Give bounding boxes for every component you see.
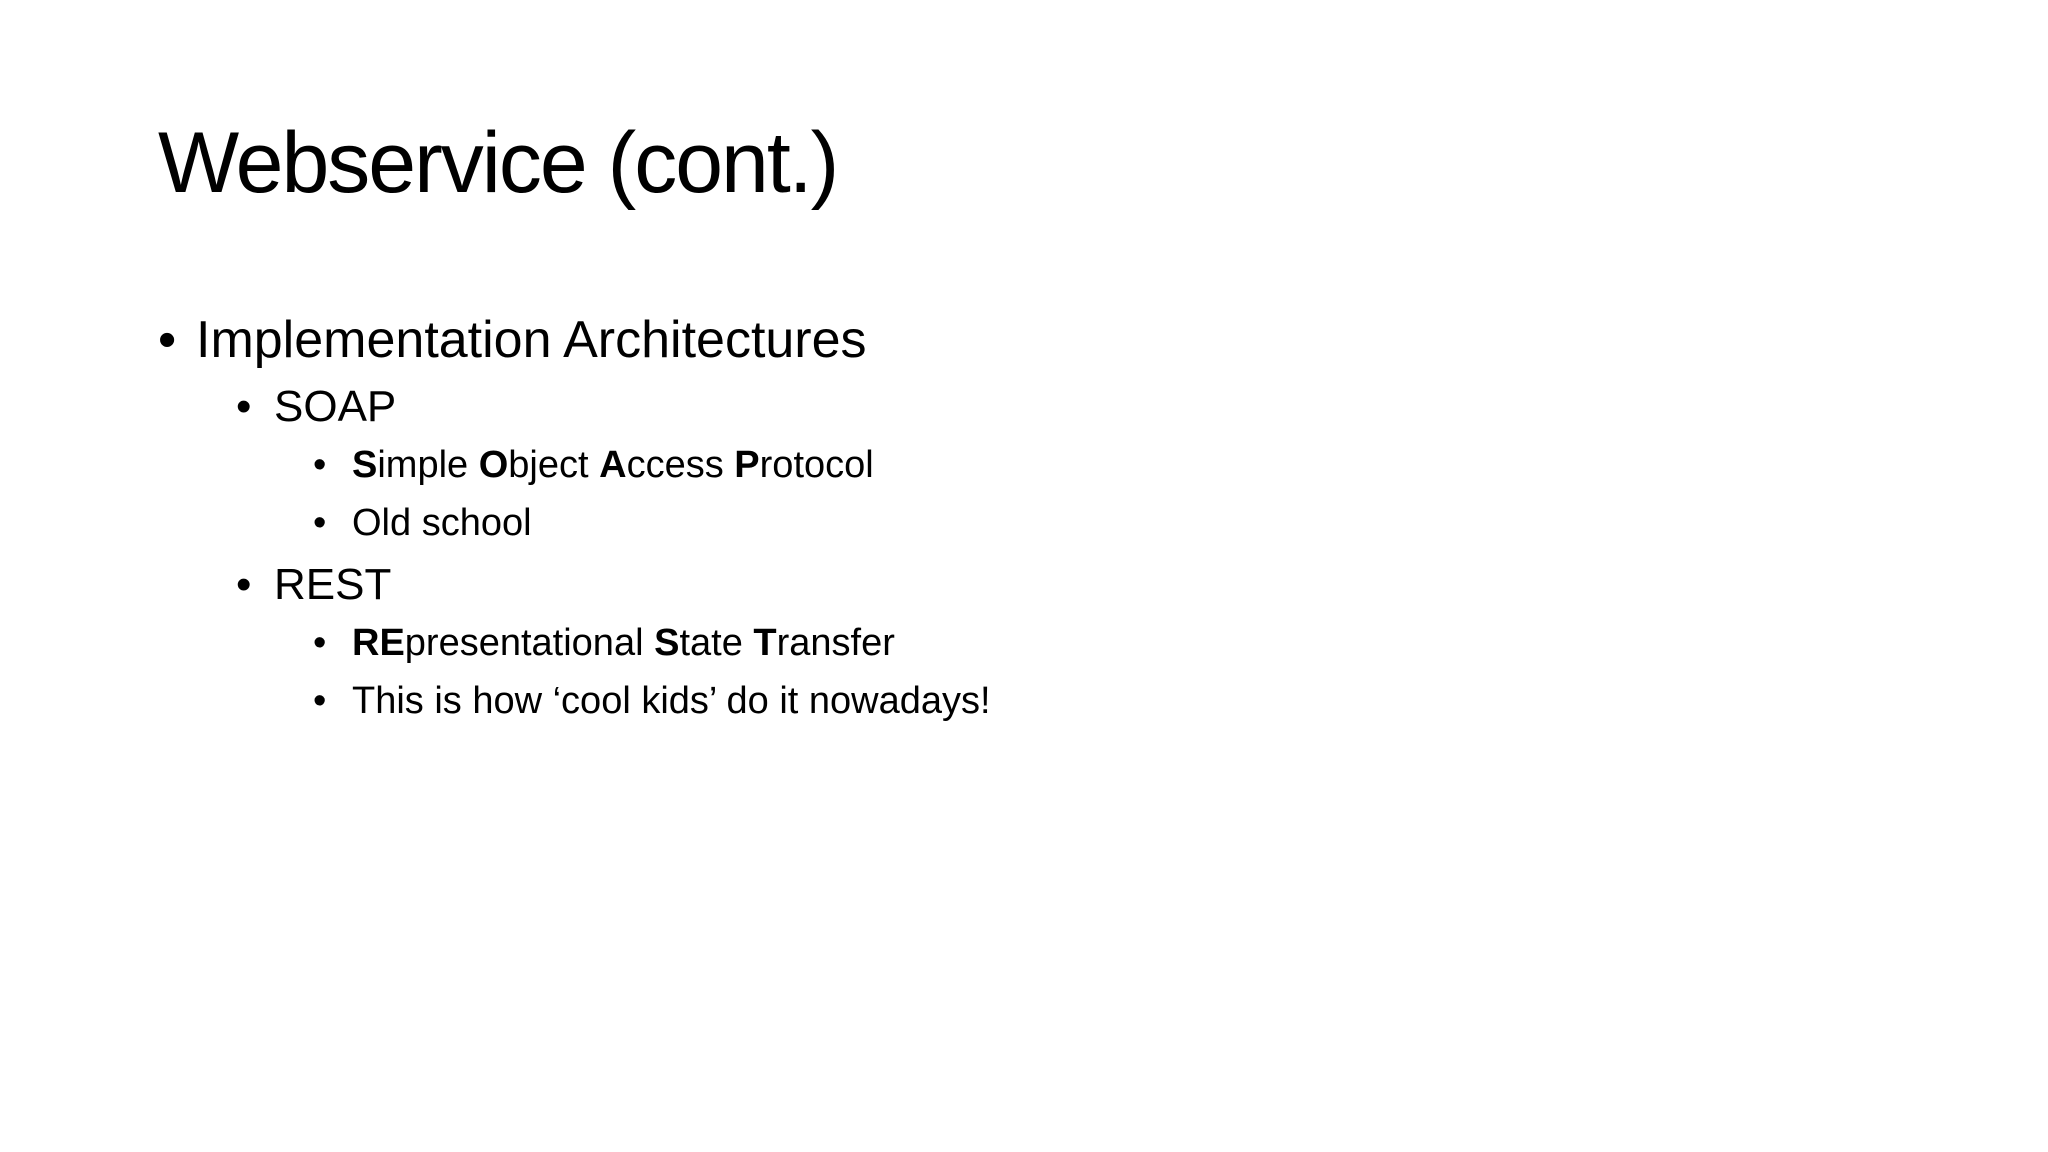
acronym-letter: T xyxy=(753,622,777,664)
bullet-soap-note xyxy=(158,500,991,548)
bullet-rest xyxy=(158,557,991,612)
word-rest: ransfer xyxy=(776,622,895,664)
slide-title: Webservice (cont.) xyxy=(158,115,838,211)
bullet-list xyxy=(158,308,991,735)
bullet-rest-note xyxy=(158,678,991,726)
bullet-text: Implementation Architectures xyxy=(196,311,867,369)
word-rest: presentational xyxy=(404,622,644,664)
word-rest: rotocol xyxy=(759,444,874,486)
bullet-text: SOAP xyxy=(274,382,397,431)
bullet-rest-expansion xyxy=(158,620,991,668)
acronym-letter: RE xyxy=(352,622,405,664)
acronym-letter: A xyxy=(599,444,627,486)
word-rest: bject xyxy=(508,444,589,486)
bullet-text: REST xyxy=(274,560,392,609)
word-rest: ccess xyxy=(626,444,724,486)
bullet-soap xyxy=(158,379,991,434)
acronym-letter: P xyxy=(734,444,760,486)
word-rest: imple xyxy=(377,444,469,486)
bullet-text: Old school xyxy=(352,501,532,544)
word-rest: tate xyxy=(679,622,743,664)
acronym-letter: S xyxy=(654,622,680,664)
acronym-letter: O xyxy=(478,444,509,486)
bullet-text: This is how ‘cool kids’ do it nowadays! xyxy=(352,679,991,722)
bullet-soap-expansion xyxy=(158,442,991,490)
bullet-implementation-architectures xyxy=(158,308,991,373)
acronym-letter: S xyxy=(352,444,378,486)
